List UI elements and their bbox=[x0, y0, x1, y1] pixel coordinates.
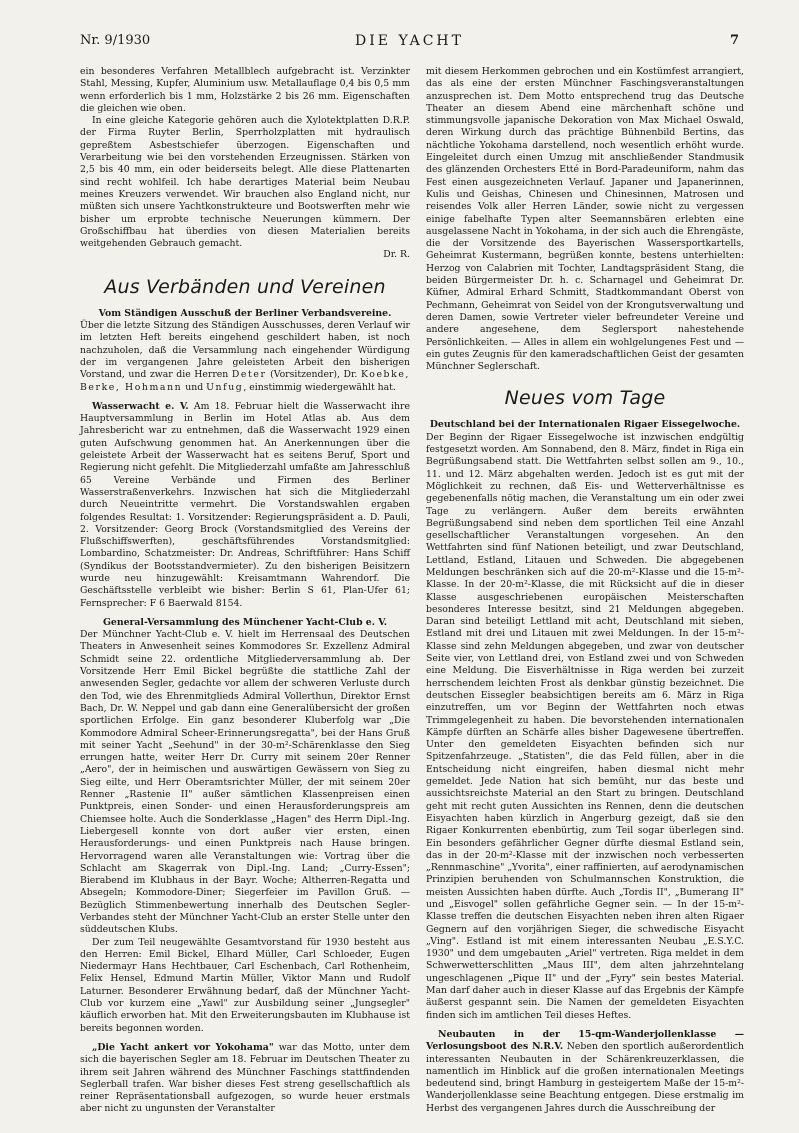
section-title-verbaende: Aus Verbänden und Vereinen bbox=[104, 275, 386, 298]
article-wasserwacht: Wasserwacht e. V. Am 18. Februar hielt die Wasserwacht ihre Hauptversammlung in Berlin im Hotel Atlas ab. Aus dem Jahresbericht war zu entnehmen, daß die Wasserwacht 1929 einen guten Aufschwung genommen hat. An Anerkennungen über die geleistete Arbeit der Wasserwacht hat es seitens Beruf, Sport und Regierung nicht gefehlt. Die Mitgliederzahl umfaßte am Jahresschluß 65 Vereine Verbände und Firmen des Berliner Wasserstraßenverkehrs. Inzwischen hat sich die Mitgliederzahl durch Neueintritte vermehrt. Die Vorstandswahlen ergaben folgendes Resultat: 1. Vorsitzender: Regierungspräsident a. D. Pauli, 2. Vorsitzender: Georg Brock (Vorstandsmitglied des Vereins der Flußschiffswerften), geschäftsführendes Vorstandsmitglied: Lombardino, Schatzmeister: Dr. Andreas, Schriftführer: Hans Schiff (Syndikus der Bootsstandvermieter). Zu den bisherigen Beisitzern wurde neu hinzugewählt: Kreisamtmann Wahrendorf. Die Geschäftsstelle verbleibt wie bisher: Berlin S 61, Plan-Ufer 61; Fernsprecher: F 6 Baerwald 8154. bbox=[80, 400, 410, 609]
page-header bbox=[80, 33, 739, 49]
heading-generalversammlung: General-Versammlung des Münchener Yacht-Club e. V. bbox=[102, 616, 388, 628]
article-generalversammlung-p1: Der Münchner Yacht-Club e. V. hielt im Herrensaal des Deutschen Theaters in Anwesenheit seines Kommodores Sr. Exzellenz Admiral Schmidt seine 22. ordentliche Mitgliederversammlung ab. Der Vorsitzende Herr Emil Bickel begrüßte die stattliche Zahl der anwesenden Segler, gedachte vor allem der schweren Verluste durch den Tod, wie des Ehrenmitglieds Admiral Vollerthun, Direktor Ernst Bach, Dr. W. Neppel und gab dann eine Generalübersicht der großen sportlichen Erfolge. Ein ganz besonderer Kluberfolg war „Die Kommodore Admiral Scheer-Erinnerungsregatta", bei der Hans Gruß mit seiner Yacht „Seehund" in der 30-m²-Schärenklasse den Sieg errungen hatte, weiter Herr Dr. Curry mit seinem 20er Renner „Aero", der in heimischen und auswärtigen Gewässern von Sieg zu Sieg eilte, und Herr Oberamtsrichter Müller, der mit seinem 20er Renner „Rastenie II" außer sämtlichen Klassenpreisen einen Punktpreis, einen Sonder- und einen Herausforderungspreis am Chiemsee holte. Auch die Sonderklasse „Hagen" des Herrn Dipl.-Ing. Liebergesell konnte von dort außer vier ersten, einen Herausforderungs- und einen Punktpreis nach Hause bringen. Hervorragend waren alle Veranstaltungen wie: Vortrag über die Schlacht am Skagerrak von Dipl.-Ing. Land; „Curry-Essen"; Bierabend im Klubhaus in der Bayr. Woche; Altherren-Regatta und Absegeln; Kommodore-Diner; Siegerfeier im Pavillon Gruß. — Bezüglich Stimmenbewertung innerhalb des Deutschen Segler-Verbandes steht der Münchner Yacht-Club an erster Stelle unter den süddeutschen Klubs. bbox=[80, 629, 410, 936]
heading-riga-eissegelwoche: Deutschland bei der Internationalen Rigaer Eissegelwoche. bbox=[429, 419, 741, 431]
right-column bbox=[426, 66, 744, 1115]
article-neubauten: Neubauten in der 15-qm-Wanderjollenklasse — Verlosungsboot des N.R.V. Neben den sportlich außerordentlich interessanten Neubauten in der Schärenkreuzerklassen, die namentlich im Hinblick auf die großen internationalen Meetings bedeutend sind, bringt Hamburg in gesteigertem Maße der 15-m²-Wanderjollenklasse seine Beachtung entgegen. Diese erstmalig im Herbst des vergangenen Jahres durch die Ausschreibung der bbox=[426, 1028, 744, 1114]
yokohama-continuation: mit diesem Herkommen gebrochen und ein Kostümfest arrangiert, das als eine der ersten Münchner Faschingsveranstaltungen anzusprechen ist. Dem Motto entsprechend trug das Deutsche Theater an diesem Abend eine märchenhaft schöne und stimmungsvolle japanische Dekoration von Max Michael Oswald, deren Wirkung durch das prächtige Bühnenbild Bertins, das nächtliche Yokohama darstellend, noch wesentlich erhöht wurde. Eingeleitet durch einen Umzug mit anschließender Standmusik des glänzenden Orchesters Etté in Bord-Paradeuniform, nahm das Fest einen ausgezeichneten Verlauf. Japaner und Japanerinnen, Kulis und Geishas, Chinesen und Chinesinnen, Matrosen und reisendes Volk aller Herren Länder, sowie nicht zu vergessen einige fabelhafte Typen alter Seemannsbären erlebten eine ausgelassene Nacht in Yokohama, in der sich auch die Ehrengäste, die der Vorsitzende des Bayerischen Wassersportkartells, Geheimrat Kustermann, begrüßen konnte, bestens unterhielten: Herzog von Calabrien mit Tochter, Landtagspräsident Stang, die beiden Bürgermeister Dr. h. c. Scharnagel und Geheimrat Dr. Küfner, Admiral Erhard Schmitt, Stadtkommandant Oberst von Pechmann, Geheimrat von Seidel von der Krongutsverwaltung und deren Damen, sowie Vertreter vieler befreundeter Vereine und andere angesehene, dem Seglersport nahestehende Persönlichkeiten. — Alles in allem ein wohlgelungenes Fest und — ein gutes Zeugnis für den kameradschaftlichen Geist der gesamten Münchner Seglerschaft. bbox=[426, 66, 744, 373]
heading-staendiger-ausschuss: Vom Ständigen Ausschuß der Berliner Verbandsvereine. bbox=[98, 307, 392, 319]
article-staendiger-ausschuss: Über die letzte Sitzung des Ständigen Ausschusses, deren Verlauf wir im letzten Heft bereits eingehend geschildert haben, ist noch nachzuholen, daß die Versammlung nach eingehender Würdigung der im vergangenen Jahre geleisteten Arbeit den bisherigen Vorstand, und zwar die Herren Deter (Vorsitzender), Dr. Koebke, Berke, Hohmann und Unfug, einstimmig wiedergewählt hat. bbox=[80, 320, 410, 393]
page-number: 7 bbox=[729, 33, 739, 48]
article-generalversammlung-p2: Der zum Teil neugewählte Gesamtvorstand für 1930 besteht aus den Herren: Emil Bickel, Elhard Müller, Carl Schloeder, Eugen Niedermayr Hans Hechtbauer, Carl Eschenbach, Carl Rothenheim, Felix Hensel, Edmund Martin Müller, Viktor Mann und Rudolf Laturner. Besonderer Erwähnung bedarf, daß der Münchner Yacht-Club vor kurzem eine „Yawl" zur Ausbildung seiner „Jungsegler" käuflich erworben hat. Mit den Erweiterungsbauten im Klubhause ist bereits begonnen worden. bbox=[80, 936, 410, 1034]
author-signature: Dr. R. bbox=[383, 249, 410, 261]
left-column bbox=[80, 66, 410, 1116]
neubauten-heading: Neubauten in der 15-qm-Wanderjollenklasse — Verlosungsboot des N.R.V. bbox=[426, 1028, 744, 1053]
article-riga: Der Beginn der Rigaer Eissegelwoche ist inzwischen endgültig festgesetzt worden. Am Sonnabend, den 8. März, findet in Riga ein Begrüßungsabend statt. Die Wettfahrten selbst sollen am 9., 10., 11. und 12. März abgehalten werden. Jedoch ist es gut mit der Möglichkeit zu rechnen, daß Eis- und Wetterverhältnisse es gegebenenfalls nötig machen, die Veranstaltung um ein oder zwei Tage zu verlängern. Außer dem bereits erwähnten Begrüßungsabend sind neben dem sportlichen Teil eine Anzahl gesellschaftlicher Veranstaltungen vorgesehen. An den Wettfahrten sind fünf Nationen beteiligt, und zwar Deutschland, Lettland, Estland, Litauen und Schweden. Die abgegebenen Meldungen beschränken sich auf die 20-m²-Klasse und die 15-m²-Klasse. In der 20-m²-Klasse, die mit Rücksicht auf die in dieser Klasse ausgeschriebenen europäischen Meisterschaften besonderes Interesse besitzt, sind 21 Meldungen abgegeben. Daran sind beteiligt Lettland mit acht, Deutschland mit sieben, Estland mit drei und Litauen mit zwei Meldungen. In der 15-m²-Klasse sind zehn Meldungen abgegeben, und zwar von deutscher Seite vier, von Lettland drei, von Estland zwei und von Schweden eine Meldung. Die Eisverhältnisse in Riga werden bei zurzeit herrschendem leichten Frost als denkbar günstig bezeichnet. Die deutschen Eissegler beabsichtigen bereits am 6. März in Riga einzutreffen, um vor Beginn der Wettfahrten noch etwas Trimmgelegenheit zu haben. Die bevorstehenden internationalen Kämpfe dürften an Schärfe alles bisher Dagewesene übertreffen. Unter den gemeldeten Eisyachten befinden sich nur Spitzenfahrzeuge. „Statisten", die das Feld füllen, aber in die Entscheidung nicht eingreifen, haben diesmal nicht mehr gemeldet. Jede Nation hat sich bemüht, nur das beste und aussichtsreichste Material an den Start zu bringen. Deutschland geht mit recht guten Aussichten ins Rennen, denn die deutschen Eisyachten haben kürzlich in Angerburg gezeigt, daß sie den Rigaer Konkurrenten ebenbürtig, zum Teil sogar überlegen sind. Ein besonders gefährlicher Gegner dürfte diesmal Estland sein, das in der 20-m²-Klasse mit der inzwischen noch verbesserten „Rennmaschine" „Yvorita", einer raffinierten, auf aerodynamischen Prinzipien beruhenden von Schulmannschen Konstruktion, die meisten Aussichten haben dürfte. Auch „Tordis II", „Bumerang II" und „Eisvogel" sollen gefährliche Gegner sein. — In der 15-m²-Klasse treffen die deutschen Eisyachten neben ihren alten Rigaer Gegnern auf den vorjährigen Sieger, die schwedische Eisyacht „Ving". Estland ist mit einem interessanten Neubau „E.S.Y.C. 1930" und dem umgebauten „Ariel" vertreten. Riga meldet in dem Schwerwetterschlitten „Maus III", dem alten jahrzehntelang ungeschlagenen „Pique II" und der „Fyry" sein bestes Material. Man darf daher auch in dieser Klasse auf das Ergebnis der Kämpfe äußerst gespannt sein. Die Namen der gemeldeten Eisyachten finden sich im amtlichen Teil dieses Heftes. bbox=[426, 431, 744, 1021]
issue-number: Nr. 9/1930 bbox=[80, 33, 151, 48]
article-yokohama: „Die Yacht ankert vor Yokohama" war das Motto, unter dem sich die bayerischen Segler am 18. Februar im Deutschen Theater zu ihrem seit Jahren während des Münchner Faschings stattfindenden Seglerball trafen. War bisher dieses Fest streng gesellschaftlich als reiner Repräsentationsball aufgezogen, so wurde heuer erstmals aber nicht zu ungunsten der Veranstalter bbox=[80, 1041, 410, 1115]
yokohama-heading: „Die Yacht ankert vor Yokohama" bbox=[92, 1041, 274, 1053]
magazine-title: DIE YACHT bbox=[355, 33, 464, 49]
wasserwacht-heading: Wasserwacht e. V. bbox=[92, 400, 189, 412]
intro-paragraph-2: In eine gleiche Kategorie gehören auch die Xylotektplatten D.R.P. der Firma Ruyter Berlin, Sperrholzplatten mit hydraulisch gepreßtem Asbestschiefer überzogen. Eigenschaften und Verarbeitung wie bei den vorstehenden Erzeugnissen. Stärken von 2,5 bis 40 mm, ein oder beiderseits belegt. Alle diese Plattenarten sind recht wohlfeil. Ich habe derartiges Material beim Neubau meines Kreuzers verwendet. Wir brauchen also England nicht, nur müßten sich unsere Yachtkonstrukteure und Bootswerften mehr wie bisher um erprobte technische Neuerungen kümmern. Der Großschiffbau hat überdies von diesen Materialien bereits weitgehenden Gebrauch gemacht. bbox=[80, 115, 410, 250]
intro-paragraph-1: ein besonderes Verfahren Metallblech aufgebracht ist. Verzinkter Stahl, Messing, Kupfer, Aluminium usw. Metallauflage 0,4 bis 0,5 mm wenn erforderlich bis 1 mm, Holzstärke 2 bis 26 mm. Eigenschaften die gleichen wie oben. bbox=[80, 66, 410, 114]
section-title-neues-vom-tage: Neues vom Tage bbox=[504, 387, 666, 410]
